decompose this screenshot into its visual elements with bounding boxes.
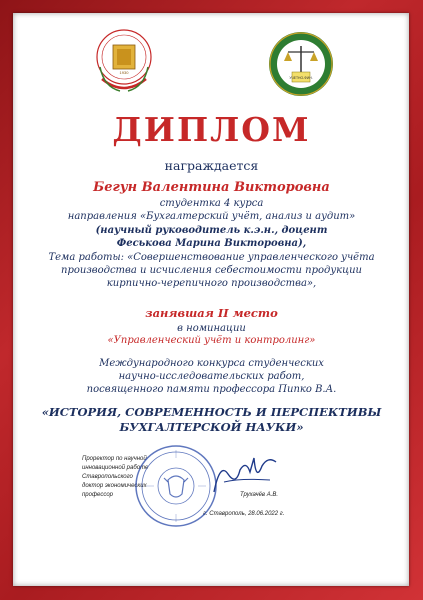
signature-line-3: Ставропольского (82, 474, 133, 480)
supervisor-line-2: Феськова Марина Викторовна), (116, 238, 307, 249)
awarded-text: награждается (164, 158, 259, 173)
topic-line-2: производства и исчисления себестоимости продукции (61, 265, 362, 276)
student-direction: направления «Бухгалтерский учёт, анализ и аудит» (67, 211, 356, 222)
university-emblem-logo (94, 27, 154, 102)
faculty-emblem-logo (268, 28, 334, 100)
recipient-name: Бегун Валентина Викторовна (93, 180, 330, 195)
official-stamp-icon (134, 444, 218, 528)
contest-line-3: посвященного памяти профессора Пипко В.А. (86, 384, 337, 395)
signature-line-5: профессор (82, 492, 113, 498)
diploma-title: ДИПЛОМ (112, 110, 311, 149)
signer-name: Трухачёв А.В. (240, 492, 279, 498)
student-course: студентка 4 курса (159, 198, 264, 209)
signature-line-2: инновационной работе (82, 465, 149, 471)
logo-left-year: 1930 (119, 70, 129, 75)
place-date: г. Ставрополь, 28.06.2022 г. (203, 511, 285, 517)
contest-line-2: научно-исследовательских работ, (118, 371, 305, 382)
svg-text:УЧЕТНО-ФИН.: УЧЕТНО-ФИН. (289, 76, 313, 80)
place-text: занявшая II место (145, 306, 278, 320)
supervisor-line-1: (научный руководитель к.э.н., доцент (95, 225, 328, 236)
handwritten-signature (210, 452, 280, 500)
topic-line-3: кирпично-черепичного производства», (106, 278, 317, 289)
topic-line-1: Тема работы: «Совершенствование управленческого учёта (48, 252, 375, 263)
conference-line-2: БУХГАЛТЕРСКОЙ НАУКИ» (119, 420, 304, 434)
signature-line-1: Проректор по научной (82, 456, 147, 462)
nomination-name: «Управленческий учёт и контролинг» (107, 335, 316, 346)
signature-line-4: доктор экономических (82, 483, 147, 489)
contest-line-1: Международного конкурса студенческих (99, 358, 324, 369)
conference-line-1: «ИСТОРИЯ, СОВРЕМЕННОСТЬ И ПЕРСПЕКТИВЫ (41, 405, 382, 419)
nomination-label: в номинации (177, 323, 246, 334)
